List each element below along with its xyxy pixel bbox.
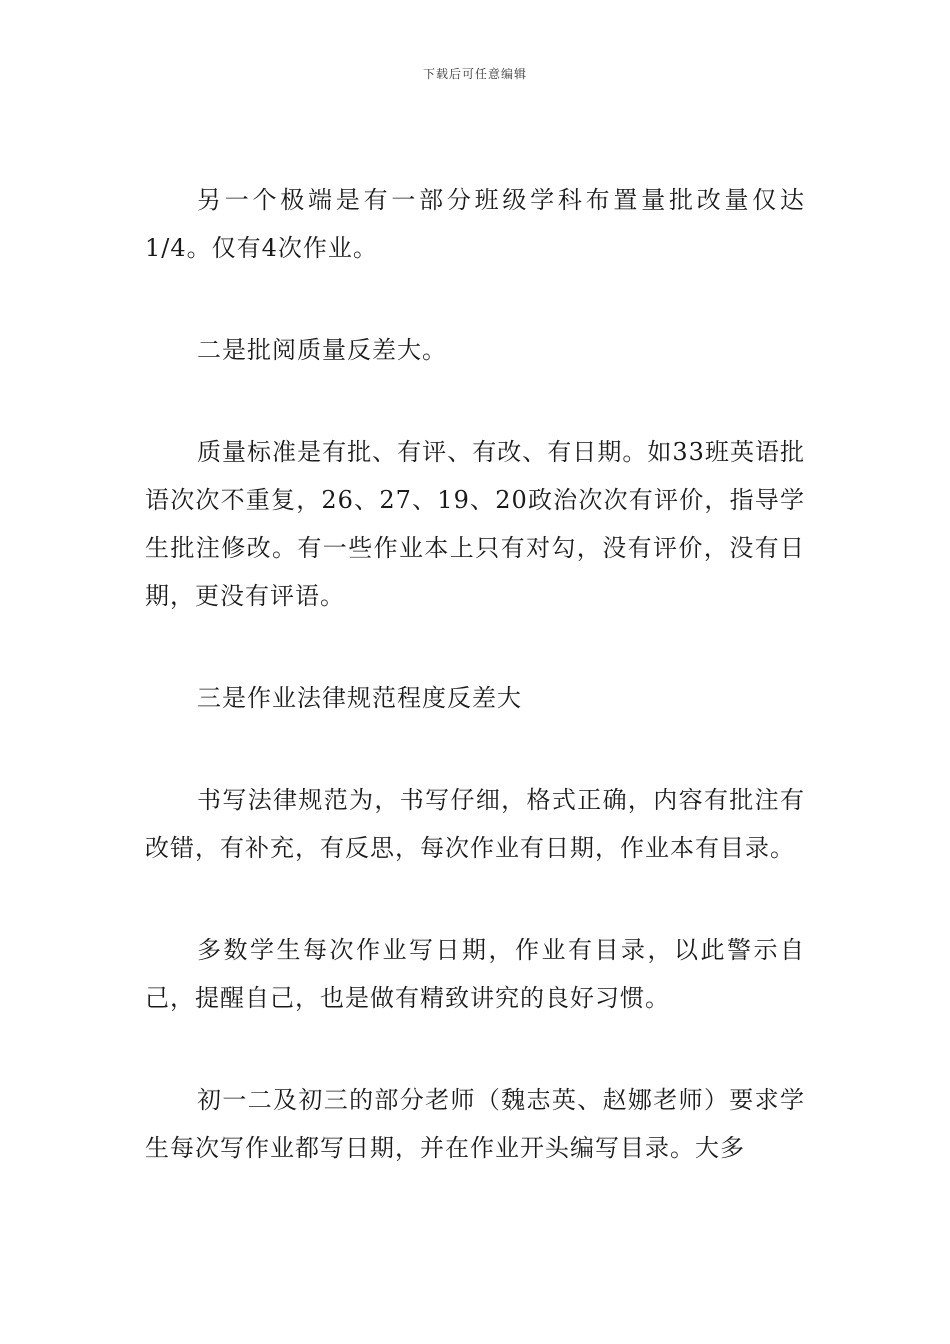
paragraph-point-two-heading: 二是批阅质量反差大。 [197,336,447,364]
paragraph-extreme-case: 另一个极端是有一部分班级学科布置量批改量仅达1/4。仅有4次作业。 [145,186,805,262]
paragraph-writing-standard: 书写法律规范为，书写仔细，格式正确，内容有批注有改错，有补充，有反思，每次作业有日期，作业本有目录。 [145,786,805,862]
paragraph-students-habits: 多数学生每次作业写日期，作业有目录，以此警示自己，提醒自己，也是做有精致讲究的良好习惯。 [145,936,805,1012]
paragraph-teacher-requirements: 初一二及初三的部分老师（魏志英、赵娜老师）要求学生每次写作业都写日期，并在作业开头编写目录。大多 [145,1086,805,1162]
paragraph-point-three-heading: 三是作业法律规范程度反差大 [197,684,522,712]
page-header: 下载后可任意编辑 [422,67,527,81]
document-body [145,176,805,1172]
paragraph-quality-standard: 质量标准是有批、有评、有改、有日期。如33班英语批语次次不重复，26、27、19、20政治次次有评价，指导学生批注修改。有一些作业本上只有对勾，没有评价，没有日期，更没有评语。 [145,438,805,610]
